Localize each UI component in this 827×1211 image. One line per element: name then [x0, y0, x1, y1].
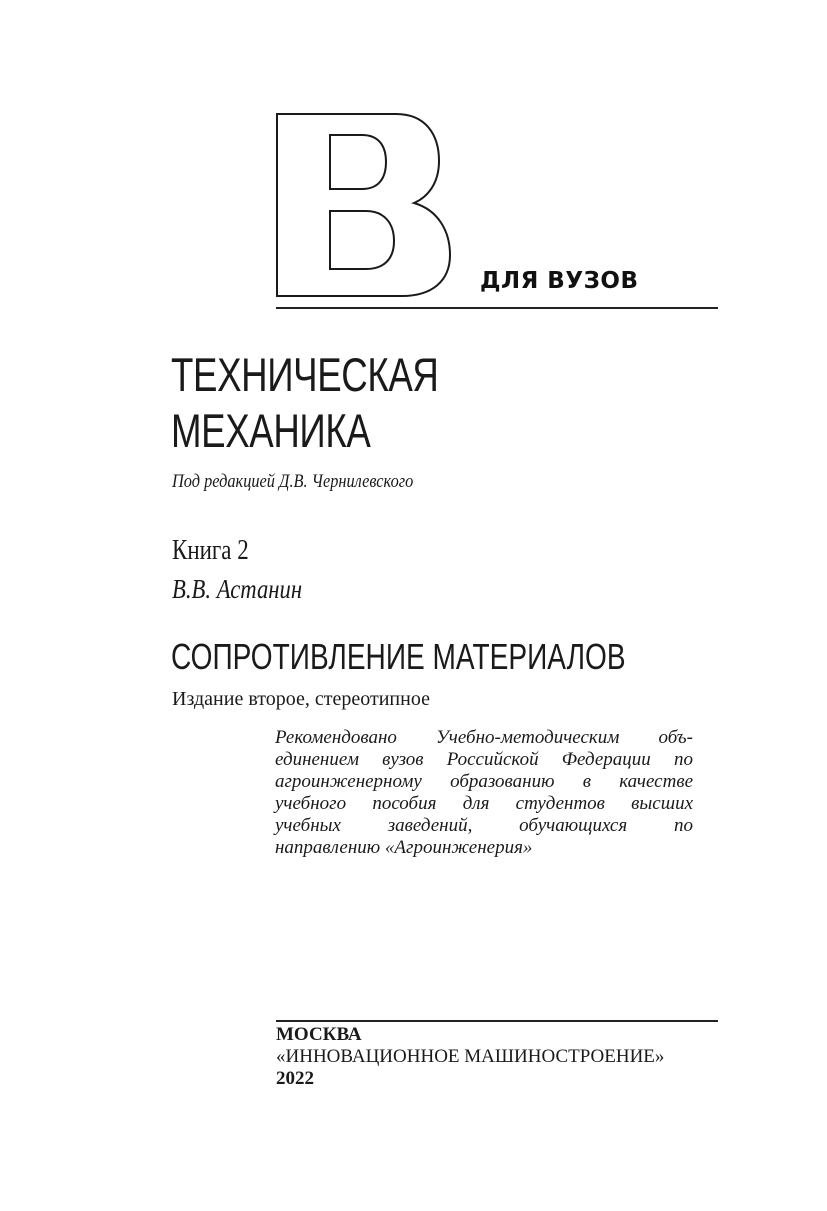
- recommendation-line: агроинженерному образованию в качестве: [275, 771, 693, 792]
- author-name: В.В. Астанин: [172, 574, 303, 604]
- book-title: [171, 347, 438, 459]
- recommendation-line: направлению «Агроинженерия»: [275, 837, 533, 858]
- recommendation-line: единением вузов Российской Федерации по: [275, 749, 693, 770]
- editor-line: Под редакцией Д.В. Чернилевского: [172, 471, 414, 492]
- edition-note: Издание второе, стереотипное: [172, 688, 430, 710]
- imprint-city: МОСКВА: [276, 1024, 362, 1045]
- book-title-line-1: ТЕХНИЧЕСКАЯ: [171, 348, 439, 401]
- letter-v-logo-icon: [276, 113, 456, 297]
- imprint-divider: [276, 1020, 718, 1022]
- series-logo: [276, 113, 456, 297]
- imprint: [276, 1024, 664, 1090]
- series-label: ДЛЯ ВУЗОВ: [480, 268, 639, 294]
- imprint-publisher: «ИННОВАЦИОННОЕ МАШИНОСТРОЕНИЕ»: [276, 1046, 665, 1067]
- book-number: Книга 2: [172, 535, 249, 566]
- recommendation-line: учебного пособия для студентов высших: [275, 793, 693, 814]
- book-title-line-2: МЕХАНИКА: [171, 404, 371, 457]
- recommendation-line: Рекомендовано Учебно-методическим объ-: [275, 727, 693, 748]
- recommendation-line: учебных заведений, обучающихся по: [275, 815, 693, 836]
- imprint-year: 2022: [276, 1068, 314, 1089]
- recommendation-text: [275, 727, 693, 859]
- subject-title: СОПРОТИВЛЕНИЕ МАТЕРИАЛОВ: [171, 636, 626, 677]
- header-divider: [276, 307, 718, 309]
